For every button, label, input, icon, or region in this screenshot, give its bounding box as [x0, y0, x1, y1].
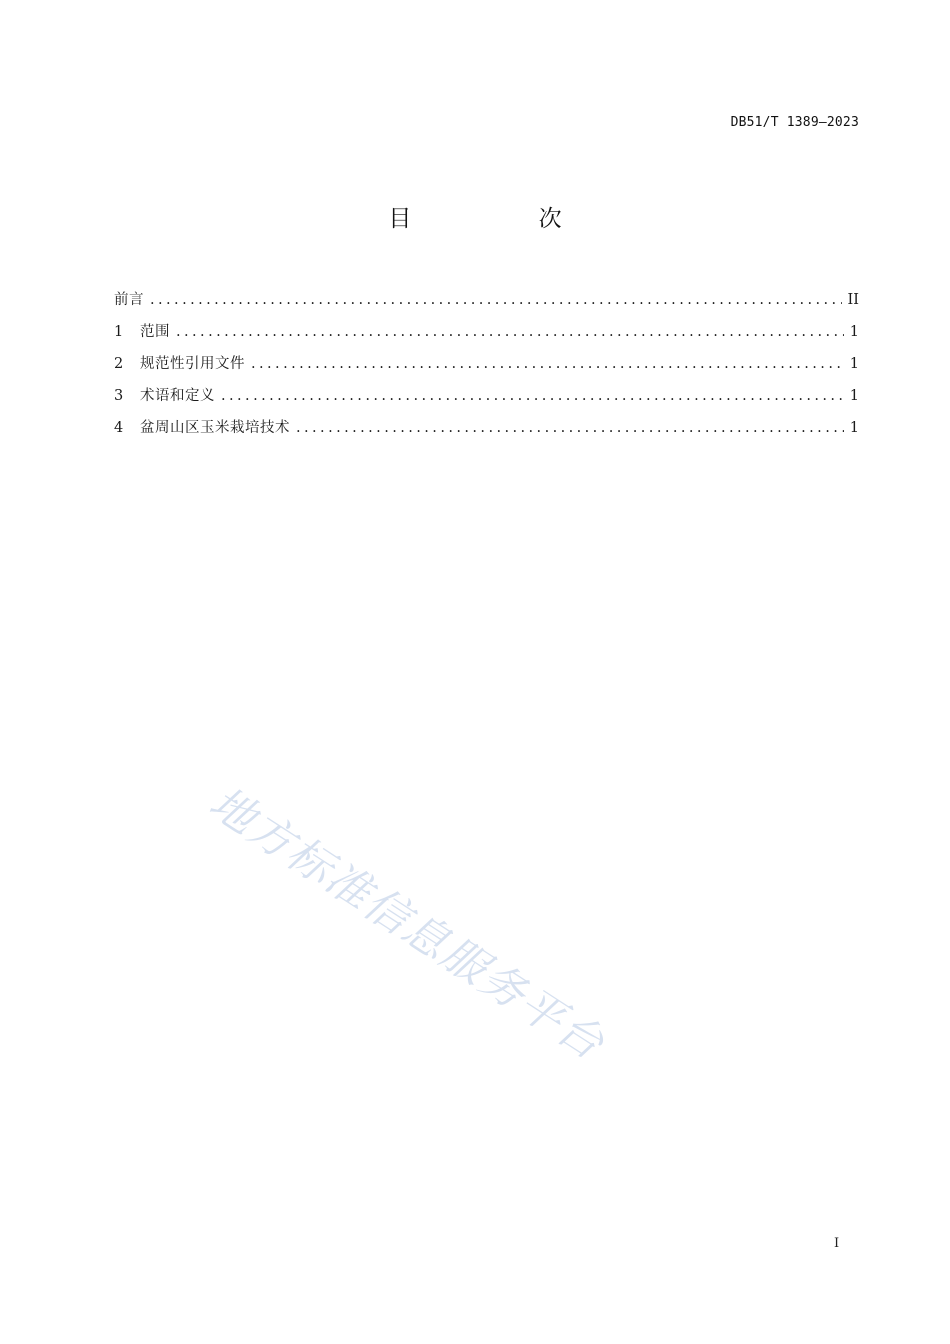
toc-dot-leader	[251, 356, 844, 372]
toc-entry-label: 术语和定义	[140, 388, 215, 404]
toc-entry-scope[interactable]	[114, 320, 859, 352]
document-code: DB51/T 1389—2023	[730, 115, 859, 130]
toc-dot-leader	[150, 292, 842, 308]
toc-entry-number: 4	[114, 420, 124, 436]
table-of-contents	[114, 288, 859, 448]
toc-entry-page: II	[847, 292, 859, 308]
toc-dot-leader	[176, 324, 844, 340]
toc-dot-leader	[296, 420, 844, 436]
toc-entry-number: 1	[114, 324, 124, 340]
page-number: I	[834, 1236, 840, 1251]
toc-entry-page: 1	[849, 356, 859, 372]
toc-entry-page: 1	[849, 388, 859, 404]
toc-entry-terms-definitions[interactable]	[114, 384, 859, 416]
watermark: 地方标准信息服务平台	[200, 777, 614, 1071]
toc-title: 目 次	[388, 206, 622, 232]
toc-entry-label: 范围	[140, 324, 170, 340]
toc-entry-label: 规范性引用文件	[140, 356, 245, 372]
toc-entry-number: 3	[114, 388, 124, 404]
toc-entry-normative-references[interactable]	[114, 352, 859, 384]
toc-entry-label: 盆周山区玉米栽培技术	[140, 420, 290, 436]
toc-entry-cultivation-techniques[interactable]	[114, 416, 859, 448]
toc-entry-number: 2	[114, 356, 124, 372]
toc-entry-label: 前言	[114, 292, 144, 308]
toc-entry-foreword[interactable]	[114, 288, 859, 320]
toc-dot-leader	[221, 388, 844, 404]
toc-entry-page: 1	[849, 420, 859, 436]
toc-entry-page: 1	[849, 324, 859, 340]
